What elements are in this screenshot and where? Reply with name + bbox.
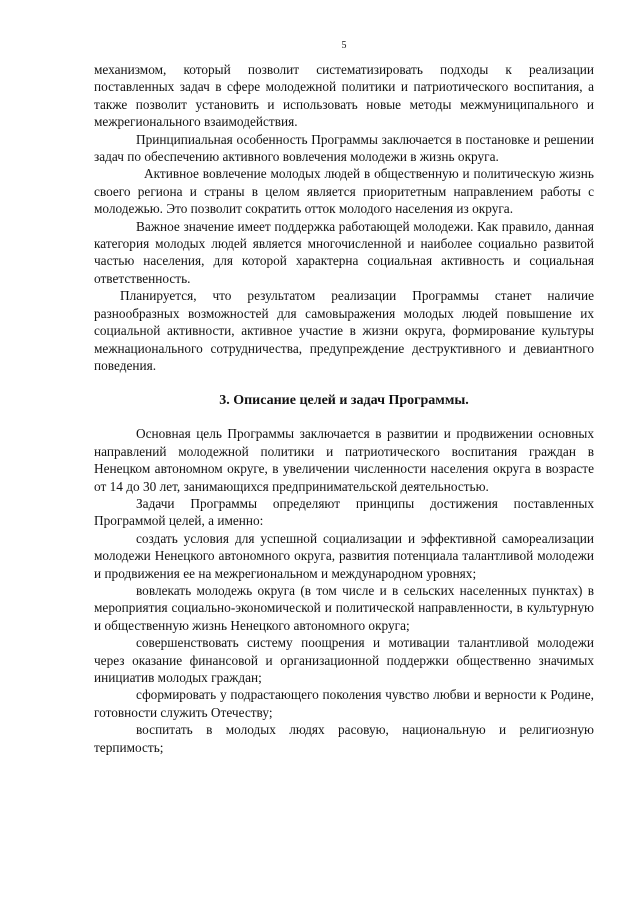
paragraphs-before bbox=[94, 61, 594, 374]
paragraph: Принципиальная особенность Программы заключается в постановке и решении задач по обеспечению активного вовлечения молодежи в жизнь округа. bbox=[94, 131, 594, 165]
page-number: 5 bbox=[341, 40, 347, 51]
list-item: вовлекать молодежь округа (в том числе и в сельских населенных пунктах) в мероприятия социально-экономической и политической направленности, в культурную и общественную жизнь Ненецкого автономного округа; bbox=[94, 582, 594, 633]
document-page bbox=[94, 40, 594, 756]
paragraph: Важное значение имеет поддержка работающей молодежи. Как правило, данная категория молодых людей является многочисленной и наиболее социально развитой частью населения, для которой характерна социальная активность и социальная ответственность. bbox=[94, 218, 594, 286]
paragraph: Задачи Программы определяют принципы достижения поставленных Программой целей, а именно: bbox=[94, 495, 594, 529]
paragraph: Активное вовлечение молодых людей в общественную и политическую жизнь своего региона и страны в целом является приоритетным направлением работы с молодежью. Это позволит сократить отток молодого населения из округа. bbox=[94, 166, 594, 217]
paragraph: Основная цель Программы заключается в развитии и продвижении основных направлений молодежной политики и патриотического воспитания граждан в Ненецком автономном округе, в увеличении численности населения округа в возрасте от 14 до 30 лет, занимающихся предпринимательской деятельностью. bbox=[94, 426, 594, 494]
list-item: воспитать в молодых людях расовую, национальную и религиозную терпимость; bbox=[94, 722, 594, 755]
paragraphs-after bbox=[94, 425, 594, 756]
paragraph: механизмом, который позволит систематизировать подходы к реализации поставленных задач в сфере молодежной политики и патриотического воспитания, а также позволит установить и использовать новые методы межмуниципального и межрегионального взаимодействия. bbox=[94, 62, 594, 130]
list-item: совершенствовать систему поощрения и мотивации талантливой молодежи через оказание финансовой и организационной поддержки общественно значимых инициатив молодых граждан; bbox=[94, 635, 594, 685]
paragraph: Планируется, что результатом реализации Программы станет наличие разнообразных возможностей для самовыражения молодых людей повышение их социальной активности, активное участие в жизни округа, формирование культуры межнационального сотрудничества, предупреждение деструктивного и девиантного поведения. bbox=[94, 288, 594, 373]
list-item: создать условия для успешной социализации и эффективной самореализации молодежи Ненецкого автономного округа, развития потенциала талантливой молодежи и продвижения ее на межрегиональном и международном уровнях; bbox=[94, 530, 594, 581]
list-item: сформировать у подрастающего поколения чувство любви и верности к Родине, готовности служить Отечеству; bbox=[94, 687, 594, 720]
section-heading: 3. Описание целей и задач Программы. bbox=[219, 393, 469, 409]
